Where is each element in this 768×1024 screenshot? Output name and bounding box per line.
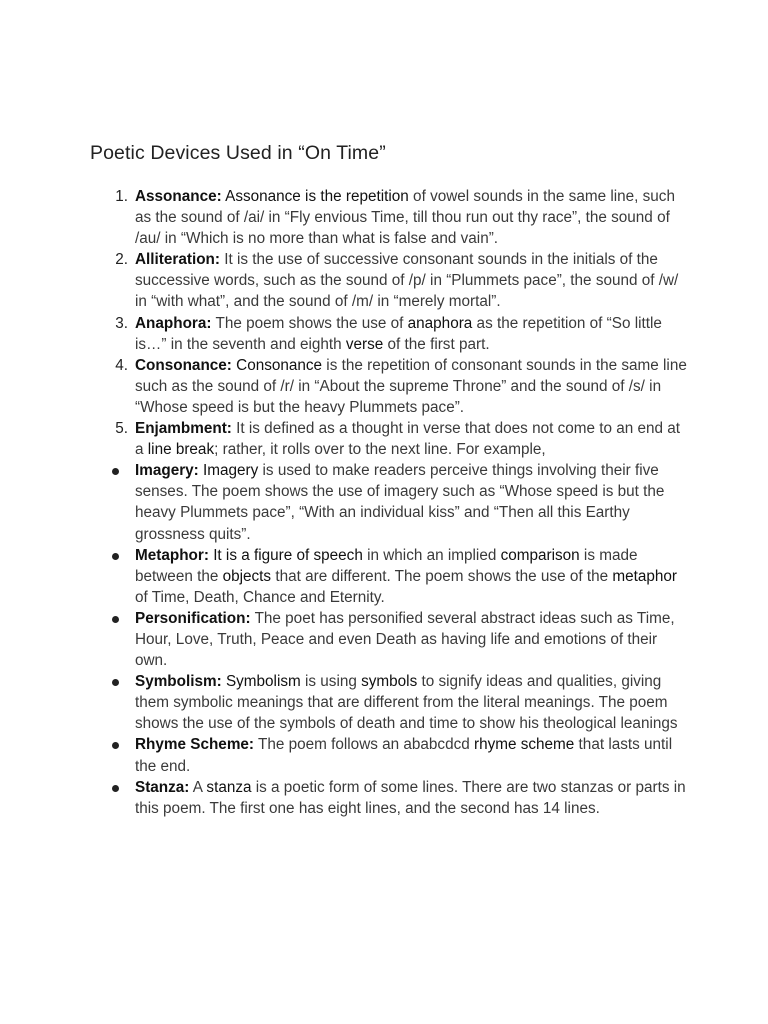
device-text: A — [189, 778, 207, 796]
list-number: 4. — [115, 356, 128, 374]
list-number: 5. — [115, 420, 128, 438]
list-item-alliteration — [90, 249, 690, 312]
device-text: The poem shows the use of — [211, 314, 408, 332]
device-text: line break — [147, 441, 215, 459]
list-item-consonance — [90, 355, 690, 418]
bullet-icon — [112, 742, 119, 749]
device-text: is a poetic form of some lines. There are two stanzas or parts in this poem. The first one has eight lines, and the second has 14 lines. — [135, 778, 686, 817]
device-text: It is a figure of speech — [213, 546, 363, 564]
device-term: Assonance: — [135, 188, 222, 205]
device-text: is made between the — [135, 546, 638, 585]
device-term: Metaphor: — [135, 546, 209, 564]
list-item-personification — [90, 608, 690, 671]
device-term: Personification: — [135, 609, 251, 627]
device-text: The poet has personified several abstract ideas such as Time, Hour, Love, Truth, Peace and even Death as having life and emotions of their own. — [135, 609, 675, 670]
list-item-assonance — [90, 186, 690, 249]
device-term: Imagery: — [135, 462, 199, 480]
device-text: stanza — [206, 778, 252, 796]
list-item-enjambment — [90, 418, 690, 460]
list-item-metaphor — [90, 545, 690, 608]
device-text: to signify ideas and qualities, giving them symbolic meanings that are different from the literal meanings. The poem shows the use of the symbols of death and time to show his theological leanings — [135, 673, 678, 733]
device-term: Anaphora: — [135, 314, 212, 332]
numbered-device-list — [90, 186, 690, 460]
device-text: of vowel sounds in the same line, such as the sound of /ai/ in “Fly envious Time, till thou run out thy race”, the sound of /au/ in “Which is no more than what is false and vain”. — [135, 188, 675, 248]
device-term: Consonance: — [135, 356, 232, 374]
list-item-imagery — [90, 460, 690, 544]
document-page — [90, 140, 690, 819]
list-number: 3. — [115, 314, 128, 332]
device-text: Assonance is the repetition — [225, 188, 409, 205]
device-text: in which an implied — [362, 546, 501, 564]
device-term: Alliteration: — [135, 251, 220, 269]
bullet-icon — [112, 679, 119, 686]
device-term: Rhyme Scheme: — [135, 736, 255, 754]
bulleted-device-list — [90, 460, 690, 819]
device-text: symbols — [361, 673, 418, 691]
list-item-symbolism — [90, 671, 690, 734]
device-text: metaphor — [612, 567, 677, 585]
device-text: ; rather, it rolls over to the next line. For example, — [214, 441, 546, 459]
page-title: Poetic Devices Used in “On Time” — [90, 142, 386, 164]
device-text: is used to make readers perceive things involving their five senses. The poem shows the use of imagery such as “Whose speed is but the heavy Plummets pace”, “With an individual kiss” and “Then all this Earthy grossness quits”. — [135, 462, 665, 543]
device-text: as the repetition of “So little is…” in the seventh and eighth — [135, 314, 662, 353]
device-text: that lasts until the end. — [135, 736, 673, 775]
bullet-icon — [112, 468, 119, 475]
device-text: that are different. The poem shows the use of the — [271, 567, 613, 585]
device-text: of the first part. — [383, 335, 490, 353]
device-text: verse — [345, 335, 384, 353]
device-text: Symbolism — [225, 673, 301, 691]
list-number: 1. — [115, 188, 128, 205]
device-text: Consonance — [236, 356, 323, 374]
device-text: objects — [222, 567, 272, 585]
device-text: It is defined as a thought in verse that does not come to an end at a — [135, 420, 681, 459]
device-term: Stanza: — [135, 778, 190, 796]
device-text: is the repetition of consonant sounds in the same line such as the sound of /r/ in “About the supreme Throne” and the sound of /s/ in “Whose speed is but the heavy Plummets pace”. — [135, 356, 687, 416]
device-text: It is the use of successive consonant sounds in the initials of the successive words, such as the sound of /p/ in “Plummets pace”, the sound of /w/ in “with what”, and the sound of /m/ in “merely mortal”. — [135, 251, 679, 311]
device-term: Enjambment: — [135, 420, 232, 438]
bullet-icon — [112, 785, 119, 792]
device-text: comparison — [500, 546, 580, 564]
device-term: Symbolism: — [135, 673, 222, 691]
device-text: anaphora — [407, 314, 473, 332]
list-item-stanza — [90, 777, 690, 819]
bullet-icon — [112, 553, 119, 560]
device-text: Imagery — [203, 462, 259, 480]
device-text: The poem follows an ababcdcd — [254, 736, 474, 754]
list-item-anaphora — [90, 313, 690, 355]
list-item-rhyme-scheme — [90, 734, 690, 776]
list-number: 2. — [115, 251, 128, 269]
device-text: rhyme scheme — [474, 736, 575, 754]
device-text: of Time, Death, Chance and Eternity. — [135, 588, 385, 606]
device-text: is using — [300, 673, 362, 691]
bullet-icon — [112, 616, 119, 623]
